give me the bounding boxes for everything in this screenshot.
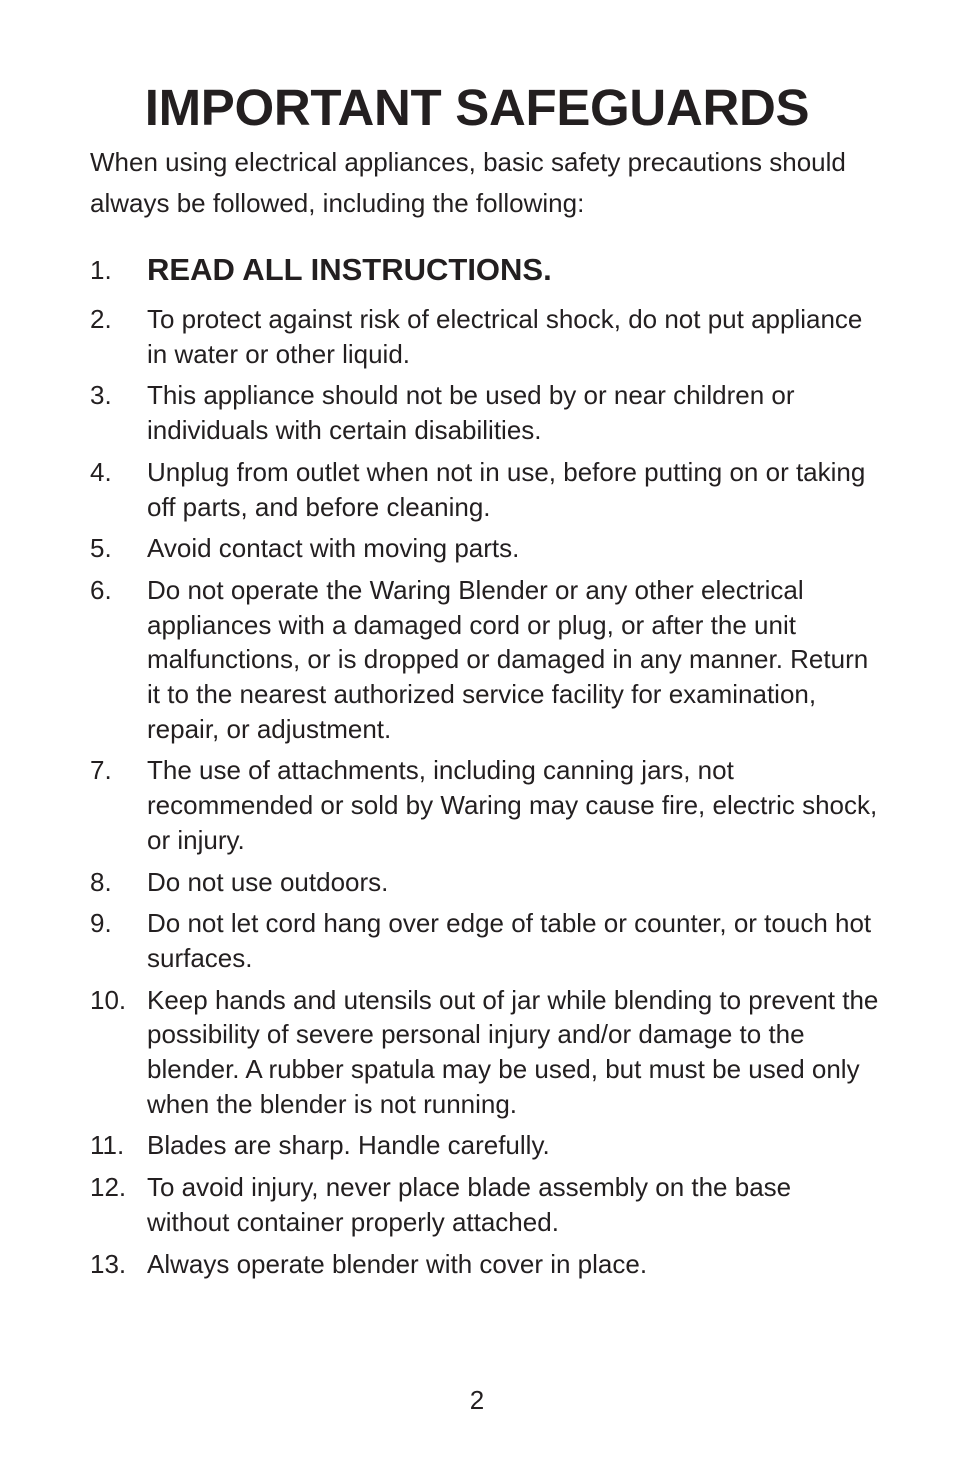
list-item bbox=[90, 531, 880, 566]
safeguards-list bbox=[90, 248, 880, 1288]
list-item-number: 10. bbox=[90, 984, 127, 1015]
list-item bbox=[90, 573, 880, 747]
list-item-number: 7. bbox=[90, 755, 112, 786]
list-item-number: 2. bbox=[90, 304, 112, 334]
list-item bbox=[90, 378, 880, 447]
list-item-text: The use of attachments, including canning jars, not recommended or sold by Waring may cause fire, electric shock, or injury. bbox=[147, 755, 878, 855]
list-item bbox=[90, 1247, 880, 1282]
list-item-text: To protect against risk of electrical shock, do not put appliance in water or other liquid. bbox=[147, 304, 863, 369]
list-item-text: This appliance should not be used by or near children or individuals with certain disabilities. bbox=[147, 380, 795, 446]
list-item bbox=[90, 1170, 880, 1239]
list-item-text: Avoid contact with moving parts. bbox=[147, 533, 520, 564]
list-item bbox=[90, 248, 880, 292]
list-item-number: 5. bbox=[90, 533, 112, 564]
list-item-text: Always operate blender with cover in place. bbox=[147, 1248, 648, 1279]
list-item-text: Do not use outdoors. bbox=[147, 866, 389, 897]
list-item-text: READ ALL INSTRUCTIONS. bbox=[147, 252, 552, 287]
list-item-number: 3. bbox=[90, 380, 112, 411]
list-item-number: 6. bbox=[90, 574, 112, 605]
list-item bbox=[90, 455, 880, 524]
list-item bbox=[90, 983, 880, 1122]
list-item-number: 1. bbox=[90, 255, 112, 285]
list-item-number: 11. bbox=[90, 1130, 125, 1161]
list-item-text: Blades are sharp. Handle carefully. bbox=[147, 1130, 550, 1161]
page-title: IMPORTANT SAFEGUARDS bbox=[144, 79, 810, 136]
list-item bbox=[90, 1128, 880, 1163]
page-number: 2 bbox=[469, 1385, 485, 1415]
list-item-text: Do not operate the Waring Blender or any other electrical appliances with a damaged cord or plug, or after the unit malfunctions, or is dropped or damaged in any manner. Return it to the nearest authorized service facility for examination, repair, or adjustment. bbox=[147, 574, 869, 744]
list-item bbox=[90, 906, 880, 975]
list-item-number: 4. bbox=[90, 456, 112, 487]
list-item-text: To avoid injury, never place blade assembly on the base without container properly attached. bbox=[147, 1172, 792, 1237]
list-item-text: Unplug from outlet when not in use, before putting on or taking off parts, and before cleaning. bbox=[147, 456, 866, 522]
list-item-number: 12. bbox=[90, 1172, 127, 1203]
list-item bbox=[90, 865, 880, 900]
list-item bbox=[90, 302, 880, 371]
intro-paragraph: When using electrical appliances, basic safety precautions should always be followed, including the following: bbox=[90, 147, 846, 218]
list-item-number: 9. bbox=[90, 908, 112, 939]
list-item-number: 8. bbox=[90, 866, 112, 897]
list-item-text: Do not let cord hang over edge of table or counter, or touch hot surfaces. bbox=[147, 908, 872, 973]
list-item-number: 13. bbox=[90, 1248, 127, 1279]
list-item bbox=[90, 753, 880, 857]
list-item-text: Keep hands and utensils out of jar while blending to prevent the possibility of severe personal injury and/or damage to the blender. A rubber spatula may be used, but must be used only when the blender is not running. bbox=[147, 984, 879, 1119]
